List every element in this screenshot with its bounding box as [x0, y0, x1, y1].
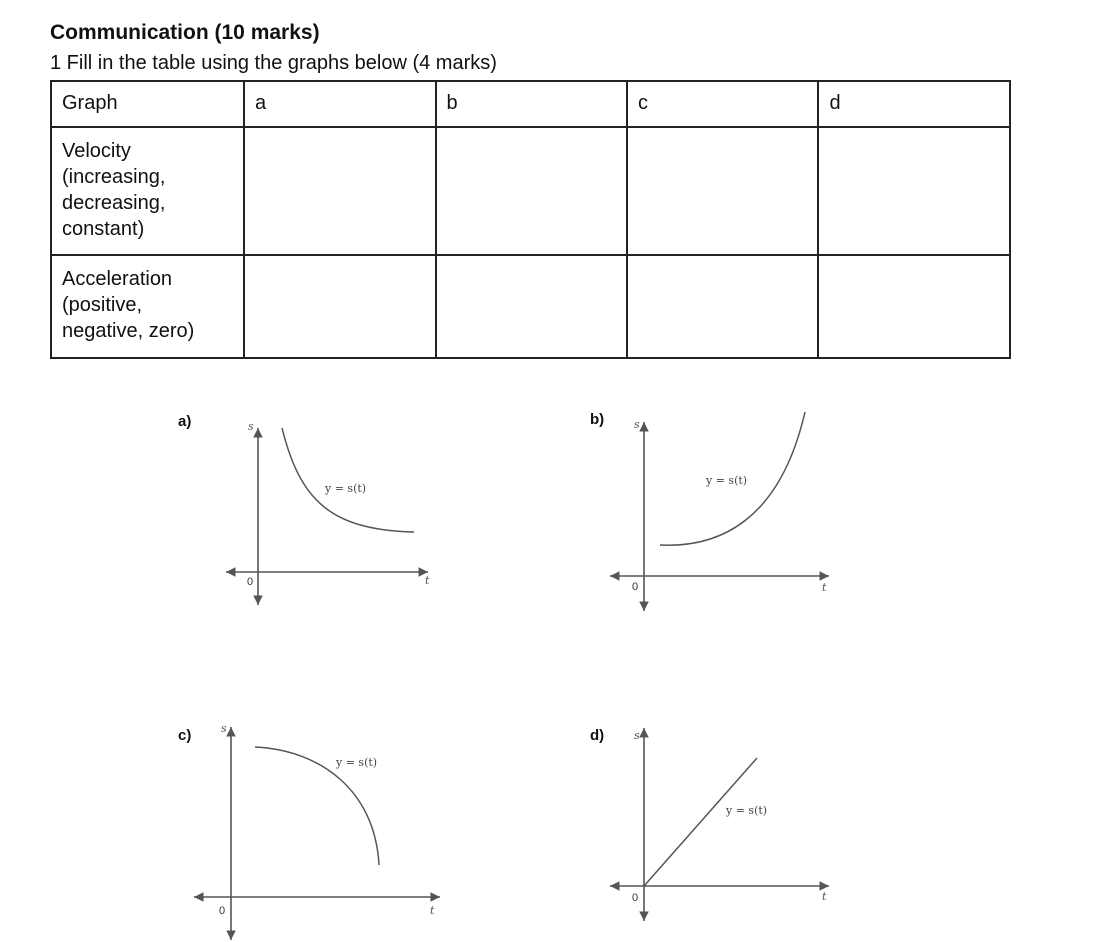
- answer-cell-acceleration-c[interactable]: [627, 255, 818, 358]
- row-label-acceleration: Acceleration (positive, negative, zero): [51, 255, 244, 358]
- graph-a-curve: [282, 428, 414, 532]
- graph-a-t-label: t: [425, 574, 430, 587]
- answer-cell-acceleration-b[interactable]: [436, 255, 627, 358]
- header-c: c: [627, 81, 818, 127]
- graph-c-s-label: s: [221, 722, 227, 735]
- header-graph: Graph: [51, 81, 244, 127]
- graph-d-origin: 0: [632, 892, 639, 904]
- graph-d-line: [644, 758, 757, 886]
- graphs-figure: [0, 360, 1094, 942]
- header-a: a: [244, 81, 435, 127]
- table-row-velocity: [51, 127, 1010, 255]
- question-instruction: 1 Fill in the table using the graphs below (4 marks): [50, 52, 497, 74]
- graph-d-function: y = s(t): [726, 804, 768, 817]
- answer-cell-velocity-b[interactable]: [436, 127, 627, 255]
- graph-a: [178, 413, 430, 605]
- graph-c-function: y = s(t): [336, 756, 378, 769]
- section-title: Communication (10 marks): [50, 21, 320, 44]
- graph-c: [178, 722, 440, 940]
- graph-d-t-label: t: [822, 890, 827, 903]
- graph-c-origin: 0: [219, 905, 226, 917]
- answer-cell-velocity-c[interactable]: [627, 127, 818, 255]
- graph-b-origin: 0: [632, 581, 639, 593]
- graph-a-s-label: s: [248, 420, 254, 433]
- answer-cell-velocity-d[interactable]: [818, 127, 1010, 255]
- answer-cell-velocity-a[interactable]: [244, 127, 435, 255]
- header-b: b: [436, 81, 627, 127]
- graph-d-s-label: s: [634, 729, 640, 742]
- graph-a-label: a): [178, 413, 192, 430]
- header-d: d: [818, 81, 1010, 127]
- table-row-acceleration: [51, 255, 1010, 358]
- answer-cell-acceleration-d[interactable]: [818, 255, 1010, 358]
- graph-b-t-label: t: [822, 581, 827, 594]
- graph-b-s-label: s: [634, 418, 640, 431]
- graph-c-label: c): [178, 727, 192, 744]
- table-header-row: [51, 81, 1010, 127]
- graph-d: [590, 727, 829, 921]
- answer-cell-acceleration-a[interactable]: [244, 255, 435, 358]
- graph-a-function: y = s(t): [325, 482, 367, 495]
- graph-a-origin: 0: [247, 576, 254, 588]
- graph-d-label: d): [590, 727, 605, 744]
- answer-table: [50, 80, 1011, 359]
- graph-b-function: y = s(t): [706, 474, 748, 487]
- row-label-velocity: Velocity (increasing, decreasing, constant): [51, 127, 244, 255]
- graph-b-label: b): [590, 411, 605, 428]
- graph-b: [590, 411, 829, 611]
- graph-c-t-label: t: [430, 904, 435, 917]
